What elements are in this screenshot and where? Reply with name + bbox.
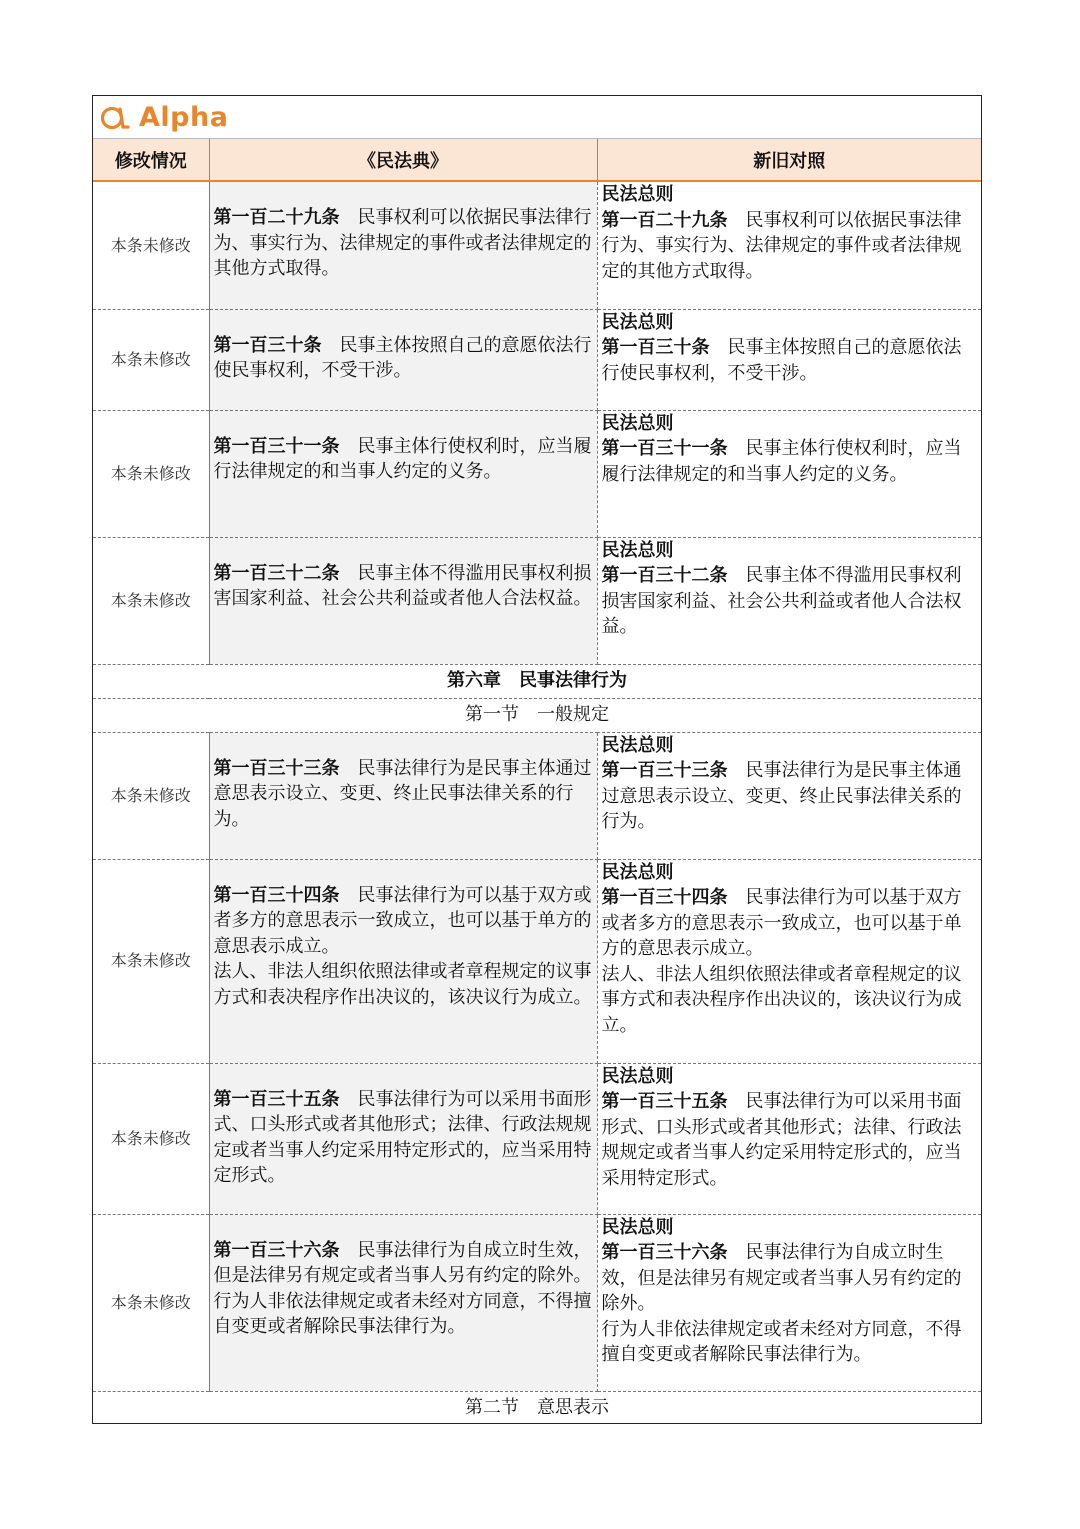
old-article-text: 民事主体按照自己的意愿依法行使民事权利，不受干涉。 (601, 337, 962, 384)
table-row (93, 181, 981, 309)
section-row (93, 1391, 981, 1424)
status-cell: 本条未修改 (93, 1063, 209, 1214)
old-article-number: 第一百三十条 (601, 337, 710, 358)
comparison-cell (597, 309, 981, 410)
comparison-cell (597, 537, 981, 664)
comparison-cell (597, 410, 981, 537)
status-cell: 本条未修改 (93, 181, 209, 309)
article-number: 第一百三十六条 (213, 1239, 340, 1261)
article-text: 民事法律行为自成立时生效，但是法律另有规定或者当事人另有约定的除外。 (213, 1239, 592, 1286)
comparison-cell (597, 732, 981, 859)
source-heading: 民法总则 (601, 861, 674, 883)
old-article-number: 第一百三十六条 (601, 1242, 728, 1263)
old-article-number: 第一百二十九条 (601, 209, 728, 231)
article-text: 民事法律行为是民事主体通过意思表示设立、变更、终止民事法律关系的行为。 (213, 757, 592, 830)
article-text: 民事法律行为可以基于双方或者多方的意思表示一致成立，也可以基于单方的意思表示成立。 (213, 884, 592, 957)
table-row (93, 410, 981, 537)
column-header-comparison: 新旧对照 (597, 139, 981, 181)
source-heading: 民法总则 (601, 311, 674, 333)
old-article-text: 民事法律行为自成立时生效，但是法律另有规定或者当事人另有约定的除外。 (601, 1242, 962, 1314)
brand-header (93, 96, 981, 139)
old-article-text: 民事主体行使权利时，应当履行法律规定的和当事人约定的义务。 (601, 438, 962, 485)
civil-code-cell (209, 309, 597, 410)
comparison-cell (597, 859, 981, 1063)
source-heading: 民法总则 (601, 539, 674, 561)
comparison-cell (597, 181, 981, 309)
status-cell: 本条未修改 (93, 410, 209, 537)
civil-code-cell (209, 859, 597, 1063)
table-row (93, 309, 981, 410)
section-title: 第一节 一般规定 (93, 698, 981, 732)
article-text-second-paragraph: 法人、非法人组织依照法律或者章程规定的议事方式和表决程序作出决议的，该决议行为成立。 (213, 961, 592, 1008)
civil-code-cell (209, 732, 597, 859)
old-article-text: 民事主体不得滥用民事权利损害国家利益、社会公共利益或者他人合法权益。 (601, 565, 962, 637)
old-article-number: 第一百三十四条 (601, 887, 728, 908)
status-cell: 本条未修改 (93, 309, 209, 410)
old-article-text: 民事法律行为可以采用书面形式、口头形式或者其他形式；法律、行政法规规定或者当事人约定采用特定形式的，应当采用特定形式。 (601, 1091, 962, 1189)
source-heading: 民法总则 (601, 734, 674, 756)
article-number: 第一百二十九条 (213, 207, 340, 228)
article-text: 民事权利可以依据民事法律行为、事实行为、法律规定的事件或者法律规定的其他方式取得。 (213, 207, 592, 279)
article-text: 民事主体不得滥用民事权利损害国家利益、社会公共利益或者他人合法权益。 (213, 562, 592, 609)
source-heading: 民法总则 (601, 1216, 674, 1238)
table-row (93, 1214, 981, 1391)
civil-code-cell (209, 1063, 597, 1214)
old-article-number: 第一百三十五条 (601, 1091, 728, 1112)
table-header-row (93, 139, 981, 181)
comparison-cell (597, 1063, 981, 1214)
column-header-new-code: 《民法典》 (209, 139, 597, 181)
comparison-table (93, 139, 981, 1424)
source-heading: 民法总则 (601, 412, 674, 434)
status-cell: 本条未修改 (93, 732, 209, 859)
civil-code-cell (209, 181, 597, 309)
status-cell: 本条未修改 (93, 859, 209, 1063)
article-text: 民事法律行为可以采用书面形式、口头形式或者其他形式；法律、行政法规规定或者当事人约定采用特定形式的，应当采用特定形式。 (213, 1088, 592, 1186)
table-row (93, 859, 981, 1063)
old-article-text-second-paragraph: 行为人非依法律规定或者未经对方同意，不得擅自变更或者解除民事法律行为。 (601, 1318, 962, 1365)
civil-code-cell (209, 537, 597, 664)
table-row (93, 732, 981, 859)
article-number: 第一百三十五条 (213, 1088, 340, 1110)
article-number: 第一百三十条 (213, 334, 322, 356)
status-cell: 本条未修改 (93, 1214, 209, 1391)
article-number: 第一百三十三条 (213, 757, 340, 779)
alpha-logo-icon (99, 103, 131, 131)
chapter-row (93, 664, 981, 698)
article-text-second-paragraph: 行为人非依法律规定或者未经对方同意，不得擅自变更或者解除民事法律行为。 (213, 1290, 592, 1337)
chapter-title: 第六章 民事法律行为 (93, 664, 981, 698)
table-row (93, 537, 981, 664)
document-sheet (92, 95, 982, 1424)
brand-name: Alpha (139, 101, 229, 133)
old-article-number: 第一百三十一条 (601, 438, 728, 459)
status-cell: 本条未修改 (93, 537, 209, 664)
article-number: 第一百三十四条 (213, 884, 340, 906)
old-article-number: 第一百三十三条 (601, 760, 728, 781)
source-heading: 民法总则 (601, 1065, 674, 1087)
old-article-text: 民事权利可以依据民事法律行为、事实行为、法律规定的事件或者法律规定的其他方式取得。 (601, 209, 962, 282)
section-row (93, 698, 981, 732)
civil-code-cell (209, 410, 597, 537)
civil-code-cell (209, 1214, 597, 1391)
article-number: 第一百三十二条 (213, 562, 340, 584)
old-article-text: 民事法律行为可以基于双方或者多方的意思表示一致成立，也可以基于单方的意思表示成立。 (601, 887, 962, 959)
column-header-status: 修改情况 (93, 139, 209, 181)
article-text: 民事主体按照自己的意愿依法行使民事权利，不受干涉。 (213, 334, 592, 381)
article-text: 民事主体行使权利时，应当履行法律规定的和当事人约定的义务。 (213, 435, 592, 482)
old-article-number: 第一百三十二条 (601, 565, 728, 586)
source-heading: 民法总则 (601, 184, 674, 205)
comparison-cell (597, 1214, 981, 1391)
old-article-text-second-paragraph: 法人、非法人组织依照法律或者章程规定的议事方式和表决程序作出决议的，该决议行为成立。 (601, 963, 962, 1036)
article-number: 第一百三十一条 (213, 435, 340, 457)
section-title: 第二节 意思表示 (465, 1397, 609, 1419)
table-row (93, 1063, 981, 1214)
old-article-text: 民事法律行为是民事主体通过意思表示设立、变更、终止民事法律关系的行为。 (601, 760, 962, 832)
